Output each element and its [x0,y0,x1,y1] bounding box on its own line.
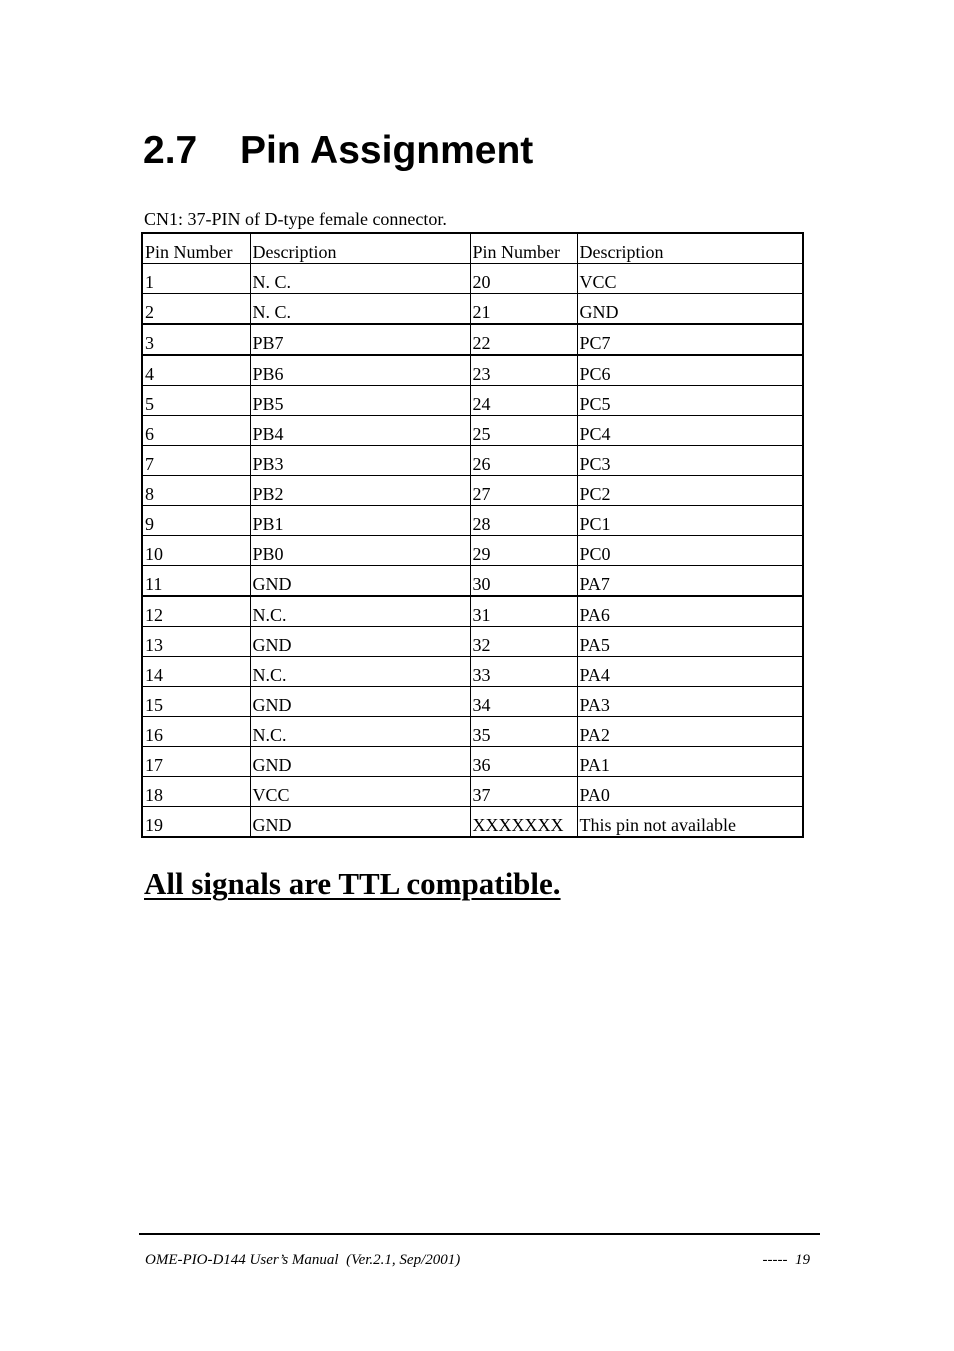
pin-description-cell: PC6 [577,355,803,386]
pin-description-cell: N.C. [250,596,470,627]
footer-divider [139,1233,820,1235]
pin-description-cell: PB0 [250,536,470,566]
pin-assignment-table [141,232,804,838]
pin-description-cell: PB4 [250,416,470,446]
pin-description-cell: PA4 [577,657,803,687]
pin-number-cell: 10 [142,536,250,566]
pin-description-cell: PA6 [577,596,803,627]
table-row [142,596,803,627]
pin-number-cell: 29 [470,536,577,566]
pin-number-cell: 27 [470,476,577,506]
pin-description-cell: PA1 [577,747,803,777]
pin-description-cell: PC4 [577,416,803,446]
table-row [142,717,803,747]
pin-number-cell: 12 [142,596,250,627]
section-number: 2.7 [143,129,198,172]
page-title [143,126,533,176]
table-row [142,566,803,597]
table-row [142,355,803,386]
pin-number-cell: 17 [142,747,250,777]
pin-number-cell: 18 [142,777,250,807]
pin-number-cell: 26 [470,446,577,476]
pin-number-cell: 37 [470,777,577,807]
pin-description-cell: PB6 [250,355,470,386]
column-header: Description [250,233,470,264]
pin-description-cell: PB3 [250,446,470,476]
table-row [142,446,803,476]
pin-description-cell: N.C. [250,717,470,747]
pin-number-cell: 31 [470,596,577,627]
pin-number-cell: 33 [470,657,577,687]
pin-number-cell: 24 [470,386,577,416]
table-row [142,386,803,416]
pin-description-cell: PC1 [577,506,803,536]
pin-description-cell: N.C. [250,657,470,687]
pin-description-cell: VCC [577,264,803,294]
pin-description-cell: GND [577,294,803,325]
pin-number-cell: 3 [142,324,250,355]
pin-number-cell: 36 [470,747,577,777]
pin-number-cell: 23 [470,355,577,386]
pin-description-cell: PB5 [250,386,470,416]
pin-description-cell: PA2 [577,717,803,747]
pin-description-cell: PC7 [577,324,803,355]
pin-description-cell: PB1 [250,506,470,536]
table-header-row [142,233,803,264]
pin-description-cell: N. C. [250,264,470,294]
pin-number-cell: 20 [470,264,577,294]
table-row [142,747,803,777]
pin-number-cell: 14 [142,657,250,687]
pin-description-cell: GND [250,566,470,597]
pin-description-cell: PA7 [577,566,803,597]
pin-number-cell: 15 [142,687,250,717]
table-row [142,324,803,355]
column-header: Pin Number [142,233,250,264]
pin-number-cell: 21 [470,294,577,325]
column-header: Description [577,233,803,264]
table-body [142,264,803,838]
pin-number-cell: 22 [470,324,577,355]
column-header: Pin Number [470,233,577,264]
pin-description-cell: PC5 [577,386,803,416]
table-row [142,657,803,687]
table-row [142,807,803,838]
table-row [142,777,803,807]
pin-description-cell: GND [250,807,470,838]
pin-number-cell: 5 [142,386,250,416]
table-row [142,627,803,657]
ttl-note: All signals are TTL compatible. [144,866,561,901]
table-caption: CN1: 37-PIN of D-type female connector. [144,209,447,229]
pin-number-cell: 25 [470,416,577,446]
section-title: Pin Assignment [240,129,534,172]
pin-number-cell: 2 [142,294,250,325]
pin-description-cell: VCC [250,777,470,807]
pin-description-cell: PA0 [577,777,803,807]
pin-description-cell: PC3 [577,446,803,476]
pin-number-cell: 6 [142,416,250,446]
footer-manual-title: OME-PIO-D144 User’s Manual (Ver.2.1, Sep/2001) [145,1252,461,1268]
pin-number-cell: XXXXXXX [470,807,577,838]
table-row [142,476,803,506]
pin-number-cell: 7 [142,446,250,476]
pin-number-cell: 4 [142,355,250,386]
pin-description-cell: PB7 [250,324,470,355]
pin-number-cell: 28 [470,506,577,536]
pin-number-cell: 9 [142,506,250,536]
pin-description-cell: N. C. [250,294,470,325]
table-row [142,294,803,325]
pin-number-cell: 8 [142,476,250,506]
pin-description-cell: GND [250,687,470,717]
pin-description-cell: PC0 [577,536,803,566]
pin-number-cell: 35 [470,717,577,747]
pin-description-cell: PA3 [577,687,803,717]
pin-description-cell: This pin not available [577,807,803,838]
pin-number-cell: 1 [142,264,250,294]
pin-number-cell: 34 [470,687,577,717]
footer-page-number: ----- 19 [762,1252,810,1268]
pin-description-cell: PC2 [577,476,803,506]
pin-number-cell: 32 [470,627,577,657]
pin-number-cell: 30 [470,566,577,597]
pin-description-cell: GND [250,747,470,777]
pin-number-cell: 11 [142,566,250,597]
pin-number-cell: 16 [142,717,250,747]
table-row [142,264,803,294]
table-row [142,536,803,566]
pin-description-cell: PA5 [577,627,803,657]
table-row [142,506,803,536]
pin-description-cell: GND [250,627,470,657]
pin-number-cell: 13 [142,627,250,657]
table-row [142,687,803,717]
pin-description-cell: PB2 [250,476,470,506]
pin-number-cell: 19 [142,807,250,838]
table-row [142,416,803,446]
